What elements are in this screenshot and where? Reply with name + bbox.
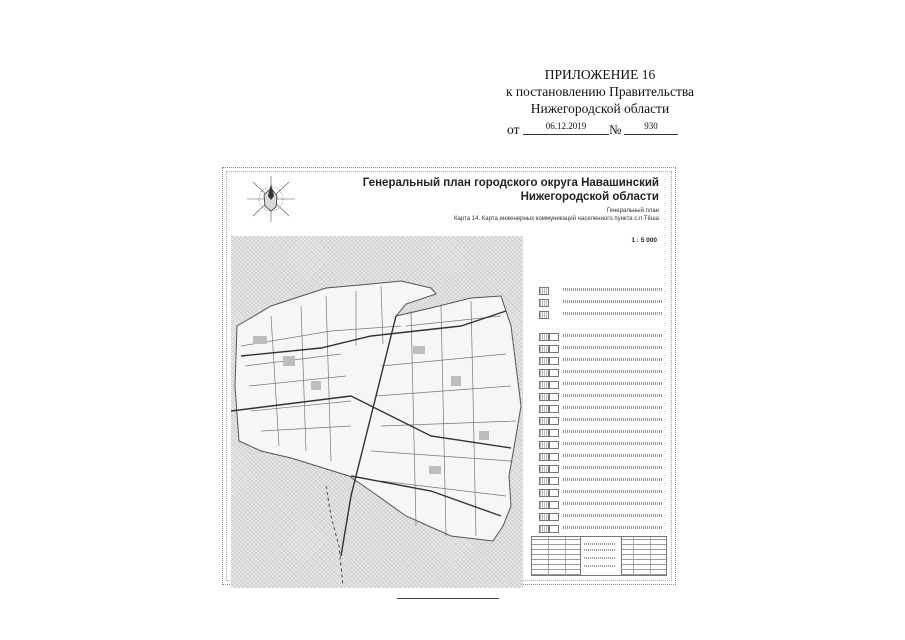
legend-row xyxy=(527,380,667,391)
legend-row xyxy=(527,416,667,427)
wind-rose-icon xyxy=(241,174,301,224)
map-name: Карта 14. Карта инженерных коммуникаций населенного пункта с.п.Тёша xyxy=(454,216,659,222)
footer-separator xyxy=(397,598,499,599)
legend-row xyxy=(527,310,667,321)
appendix-header xyxy=(470,66,730,117)
resolution-date-row xyxy=(507,119,687,139)
plan-subtitle: Генеральный план xyxy=(606,208,659,214)
appendix-resolution: к постановлению Правительства xyxy=(505,84,695,99)
legend-row xyxy=(527,524,667,535)
map-sheet xyxy=(222,167,676,585)
appendix-number: ПРИЛОЖЕНИЕ 16 xyxy=(544,67,656,82)
resolution-date: 06.12.2019 xyxy=(523,119,609,135)
number-sign: № xyxy=(609,122,622,137)
legend-row xyxy=(527,356,667,367)
legend-row xyxy=(527,476,667,487)
legend-row xyxy=(527,368,667,379)
legend-row xyxy=(527,440,667,451)
stamp-center-block xyxy=(580,537,622,575)
legend-row xyxy=(527,500,667,511)
legend-row xyxy=(527,286,667,297)
date-prefix: от xyxy=(507,122,520,137)
plan-title: Генеральный план городского округа Навашинский Нижегородской области xyxy=(362,177,659,203)
legend-row xyxy=(527,344,667,355)
legend-row xyxy=(527,488,667,499)
legend-row xyxy=(527,428,667,439)
settlement-map xyxy=(231,236,523,588)
legend-row xyxy=(527,392,667,403)
legend-row xyxy=(527,512,667,523)
map-legend xyxy=(527,272,667,534)
legend-row xyxy=(527,452,667,463)
appendix-region: Нижегородской области xyxy=(530,101,670,116)
title-block-stamp xyxy=(531,536,667,576)
legend-row xyxy=(527,404,667,415)
sheet-frame xyxy=(226,171,672,581)
legend-row xyxy=(527,332,667,343)
settlement-plan xyxy=(231,236,523,588)
legend-row xyxy=(527,298,667,309)
legend-row xyxy=(527,464,667,475)
resolution-number: 930 xyxy=(624,119,678,135)
map-scale: 1 : 5 000 xyxy=(631,237,657,244)
